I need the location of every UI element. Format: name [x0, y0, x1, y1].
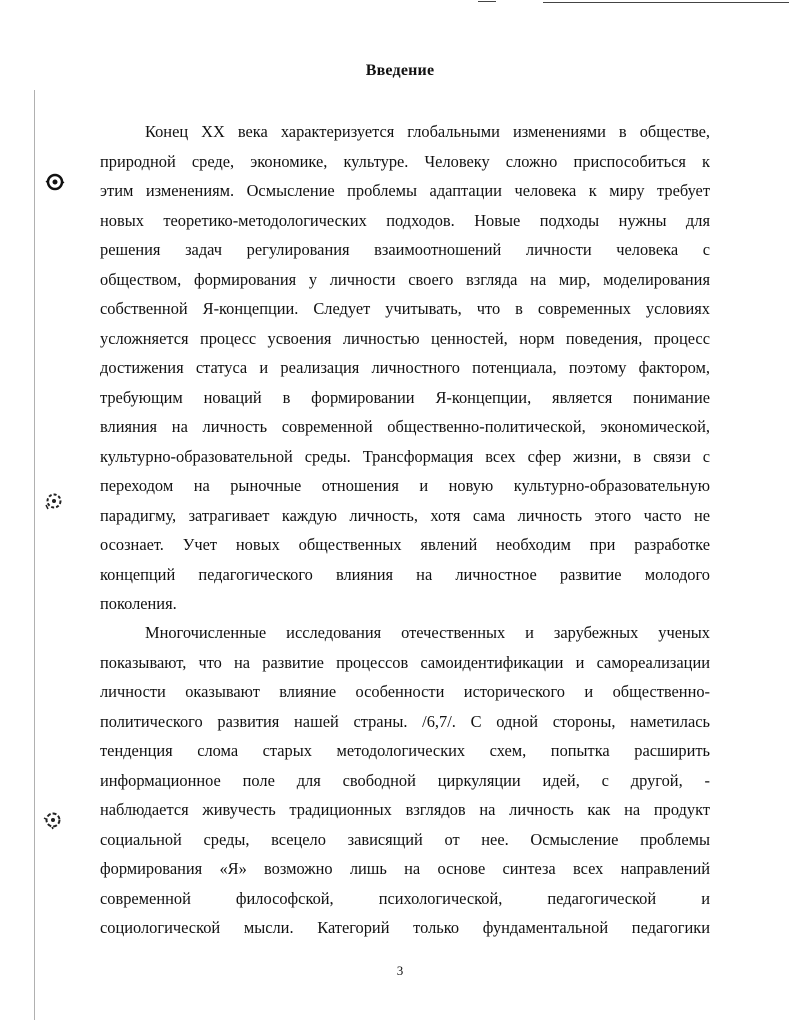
text-line: Многочисленные исследования отечественных и зарубежных ученых: [145, 623, 710, 642]
text-line: обществом, формирования у личности своего взгляда на мир, моделирования: [100, 269, 710, 289]
text-line: требующим новаций в формировании Я-концепции, является понимание: [100, 387, 710, 407]
binding-margin-line: [34, 90, 35, 1020]
page-number: 3: [396, 963, 404, 978]
text-line: формирования «Я» возможно лишь на основе синтеза всех направлений: [100, 859, 710, 878]
text-line: социальной среды, всецело зависящий от нее. Осмысление проблемы: [100, 829, 710, 849]
text-line: тенденция слома старых методологических схем, попытка расширить: [100, 741, 710, 760]
text-line: новых теоретико-методологических подходов. Новые подходы нужны для: [100, 210, 710, 230]
text-line: социологической мысли. Категорий только фундаментальной педагогики: [100, 918, 710, 937]
text-line: личности оказывают влияние особенности исторического и общественно-: [100, 682, 710, 701]
page-title: Введение: [365, 62, 435, 79]
text-line: концепций педагогического влияния на личностное развитие молодого: [100, 564, 710, 584]
text-line: усложняется процесс усвоения личностью ценностей, норм поведения, процесс: [100, 328, 710, 348]
text-line: показывают, что на развитие процессов самоидентификации и самореализации: [100, 652, 710, 672]
text-line: культурно-образовательной среды. Трансформация всех сфер жизни, в связи с: [100, 446, 710, 466]
punch-hole-icon: [45, 172, 65, 192]
text-line: современной философской, психологической, педагогической и: [100, 888, 710, 908]
scan-edge-line: [543, 2, 789, 3]
text-line: Конец XX века характеризуется глобальными изменениями в обществе,: [145, 122, 710, 141]
text-line: политического развития нашей страны. /6,7/. С одной стороны, наметилась: [100, 711, 710, 731]
text-line: информационное поле для свободной циркуляции идей, с другой, -: [100, 770, 710, 790]
scan-edge-mark: [478, 1, 496, 2]
text-line: осознает. Учет новых общественных явлений необходим при разработке: [100, 535, 710, 554]
text-line: природной среде, экономике, культуре. Человеку сложно приспособиться к: [100, 151, 710, 171]
punch-hole-icon: [44, 491, 64, 511]
text-line: поколения.: [100, 594, 177, 613]
text-line: переходом на рыночные отношения и новую культурно-образовательную: [100, 476, 710, 495]
text-line: наблюдается живучесть традиционных взглядов на личность как на продукт: [100, 800, 710, 819]
text-line: собственной Я-концепции. Следует учитывать, что в современных условиях: [100, 299, 710, 318]
punch-hole-icon: [43, 810, 63, 830]
text-line: решения задач регулирования взаимоотношений личности человека с: [100, 240, 710, 259]
text-line: достижения статуса и реализация личностного потенциала, поэтому фактором,: [100, 358, 710, 377]
text-line: этим изменениям. Осмысление проблемы адаптации человека к миру требует: [100, 181, 710, 200]
text-line: влияния на личность современной общественно-политической, экономической,: [100, 417, 710, 436]
text-line: парадигму, затрагивает каждую личность, хотя сама личность этого часто не: [100, 505, 710, 525]
